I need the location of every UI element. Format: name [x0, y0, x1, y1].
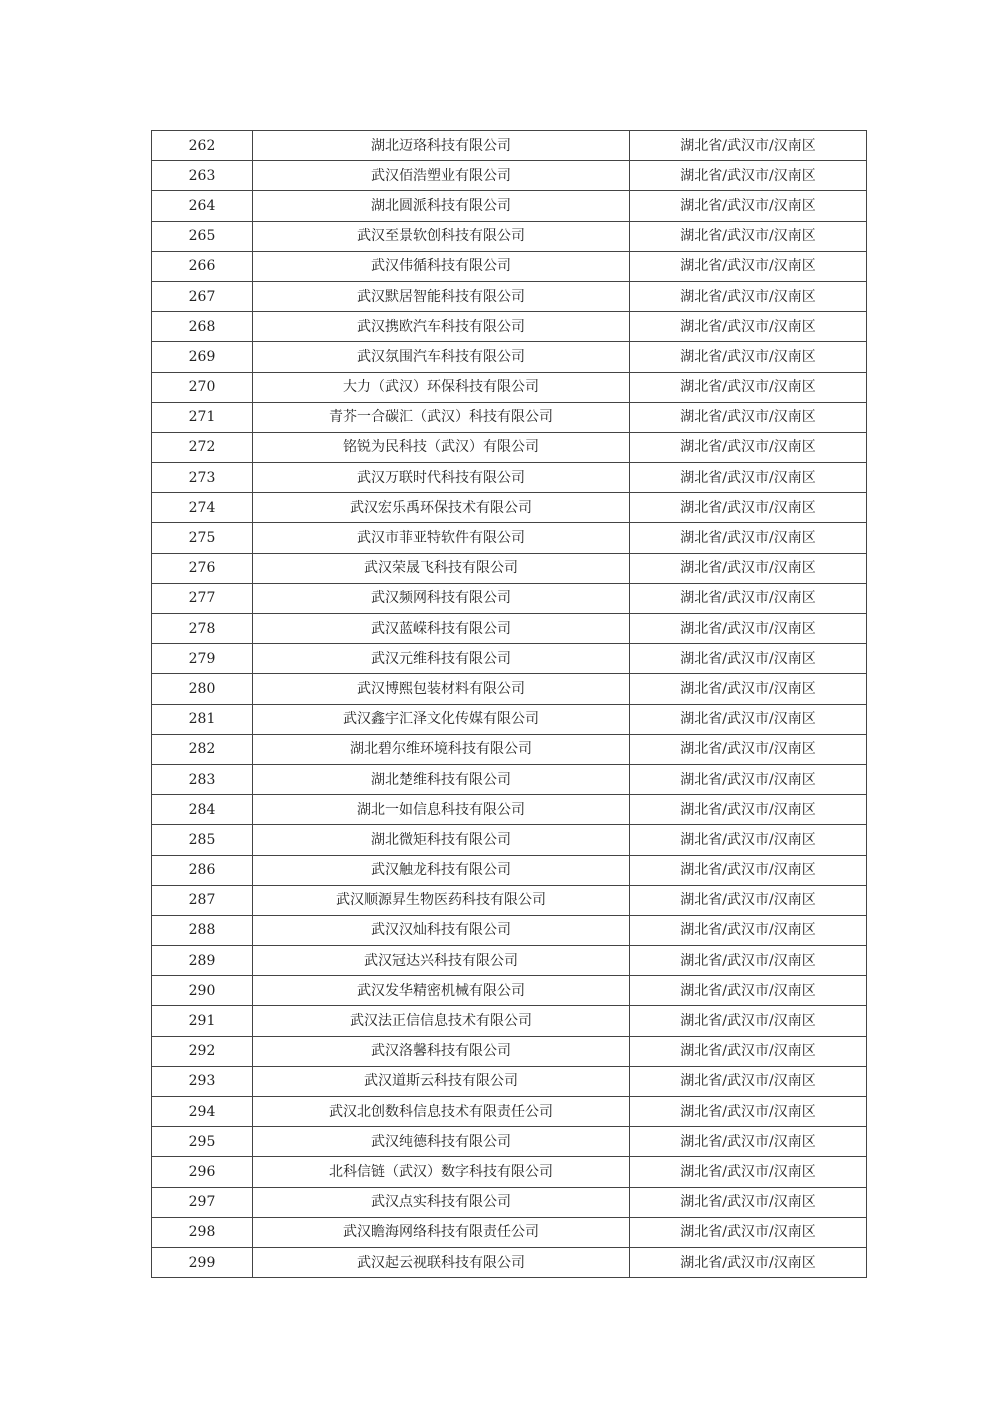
company-name-cell: 北科信链（武汉）数字科技有限公司: [253, 1157, 630, 1187]
region-cell: 湖北省/武汉市/汉南区: [630, 372, 867, 402]
row-number-cell: 274: [152, 493, 253, 523]
company-name-cell: 大力（武汉）环保科技有限公司: [253, 372, 630, 402]
row-number-cell: 264: [152, 191, 253, 221]
company-list-table: [151, 130, 867, 1278]
table-row: [152, 312, 867, 342]
row-number-cell: 294: [152, 1097, 253, 1127]
table-row: [152, 1097, 867, 1127]
table-row: [152, 493, 867, 523]
region-cell: 湖北省/武汉市/汉南区: [630, 976, 867, 1006]
region-cell: 湖北省/武汉市/汉南区: [630, 825, 867, 855]
table-row: [152, 1187, 867, 1217]
company-name-cell: 武汉法正信信息技术有限公司: [253, 1006, 630, 1036]
row-number-cell: 285: [152, 825, 253, 855]
table-row: [152, 402, 867, 432]
company-name-cell: 武汉瞻海网络科技有限责任公司: [253, 1217, 630, 1247]
company-name-cell: 湖北碧尔维环境科技有限公司: [253, 734, 630, 764]
row-number-cell: 262: [152, 131, 253, 161]
row-number-cell: 265: [152, 221, 253, 251]
row-number-cell: 299: [152, 1247, 253, 1277]
table-body: [152, 131, 867, 1278]
company-name-cell: 武汉点实科技有限公司: [253, 1187, 630, 1217]
region-cell: 湖北省/武汉市/汉南区: [630, 946, 867, 976]
row-number-cell: 272: [152, 432, 253, 462]
table-row: [152, 614, 867, 644]
table-row: [152, 855, 867, 885]
company-name-cell: 武汉触龙科技有限公司: [253, 855, 630, 885]
row-number-cell: 271: [152, 402, 253, 432]
table-row: [152, 734, 867, 764]
region-cell: 湖北省/武汉市/汉南区: [630, 1187, 867, 1217]
table-row: [152, 825, 867, 855]
table-row: [152, 583, 867, 613]
region-cell: 湖北省/武汉市/汉南区: [630, 131, 867, 161]
table-row: [152, 553, 867, 583]
table-row: [152, 644, 867, 674]
table-row: [152, 946, 867, 976]
table-row: [152, 674, 867, 704]
row-number-cell: 292: [152, 1036, 253, 1066]
region-cell: 湖北省/武汉市/汉南区: [630, 1127, 867, 1157]
row-number-cell: 278: [152, 614, 253, 644]
row-number-cell: 296: [152, 1157, 253, 1187]
row-number-cell: 281: [152, 704, 253, 734]
table-row: [152, 976, 867, 1006]
row-number-cell: 275: [152, 523, 253, 553]
row-number-cell: 295: [152, 1127, 253, 1157]
table-row: [152, 1217, 867, 1247]
row-number-cell: 284: [152, 795, 253, 825]
row-number-cell: 267: [152, 281, 253, 311]
company-name-cell: 湖北楚维科技有限公司: [253, 764, 630, 794]
region-cell: 湖北省/武汉市/汉南区: [630, 734, 867, 764]
row-number-cell: 263: [152, 161, 253, 191]
region-cell: 湖北省/武汉市/汉南区: [630, 704, 867, 734]
company-name-cell: 武汉宏乐禹环保技术有限公司: [253, 493, 630, 523]
table-row: [152, 161, 867, 191]
company-name-cell: 武汉起云视联科技有限公司: [253, 1247, 630, 1277]
row-number-cell: 283: [152, 764, 253, 794]
row-number-cell: 279: [152, 644, 253, 674]
company-name-cell: 武汉道斯云科技有限公司: [253, 1066, 630, 1096]
region-cell: 湖北省/武汉市/汉南区: [630, 644, 867, 674]
region-cell: 湖北省/武汉市/汉南区: [630, 161, 867, 191]
table-row: [152, 463, 867, 493]
company-name-cell: 武汉纯德科技有限公司: [253, 1127, 630, 1157]
company-name-cell: 武汉携欧汽车科技有限公司: [253, 312, 630, 342]
table-row: [152, 281, 867, 311]
row-number-cell: 289: [152, 946, 253, 976]
row-number-cell: 273: [152, 463, 253, 493]
table-row: [152, 1036, 867, 1066]
region-cell: 湖北省/武汉市/汉南区: [630, 885, 867, 915]
region-cell: 湖北省/武汉市/汉南区: [630, 342, 867, 372]
table-row: [152, 432, 867, 462]
company-name-cell: 武汉伟循科技有限公司: [253, 251, 630, 281]
region-cell: 湖北省/武汉市/汉南区: [630, 855, 867, 885]
table-row: [152, 795, 867, 825]
table-row: [152, 915, 867, 945]
region-cell: 湖北省/武汉市/汉南区: [630, 553, 867, 583]
region-cell: 湖北省/武汉市/汉南区: [630, 915, 867, 945]
row-number-cell: 287: [152, 885, 253, 915]
table-row: [152, 885, 867, 915]
region-cell: 湖北省/武汉市/汉南区: [630, 1157, 867, 1187]
region-cell: 湖北省/武汉市/汉南区: [630, 463, 867, 493]
company-name-cell: 青芥一合碳汇（武汉）科技有限公司: [253, 402, 630, 432]
table-row: [152, 764, 867, 794]
region-cell: 湖北省/武汉市/汉南区: [630, 1066, 867, 1096]
company-name-cell: 武汉冠达兴科技有限公司: [253, 946, 630, 976]
table-row: [152, 1006, 867, 1036]
row-number-cell: 266: [152, 251, 253, 281]
company-name-cell: 武汉洛馨科技有限公司: [253, 1036, 630, 1066]
company-name-cell: 武汉蓝嵘科技有限公司: [253, 614, 630, 644]
row-number-cell: 269: [152, 342, 253, 372]
region-cell: 湖北省/武汉市/汉南区: [630, 191, 867, 221]
row-number-cell: 293: [152, 1066, 253, 1096]
region-cell: 湖北省/武汉市/汉南区: [630, 251, 867, 281]
region-cell: 湖北省/武汉市/汉南区: [630, 1036, 867, 1066]
table-row: [152, 523, 867, 553]
row-number-cell: 276: [152, 553, 253, 583]
row-number-cell: 290: [152, 976, 253, 1006]
company-name-cell: 铭锐为民科技（武汉）有限公司: [253, 432, 630, 462]
company-name-cell: 湖北一如信息科技有限公司: [253, 795, 630, 825]
company-name-cell: 武汉鑫宇汇泽文化传媒有限公司: [253, 704, 630, 734]
region-cell: 湖北省/武汉市/汉南区: [630, 583, 867, 613]
region-cell: 湖北省/武汉市/汉南区: [630, 281, 867, 311]
company-name-cell: 武汉至景软创科技有限公司: [253, 221, 630, 251]
row-number-cell: 286: [152, 855, 253, 885]
region-cell: 湖北省/武汉市/汉南区: [630, 402, 867, 432]
table-row: [152, 1066, 867, 1096]
row-number-cell: 291: [152, 1006, 253, 1036]
company-name-cell: 武汉汉灿科技有限公司: [253, 915, 630, 945]
company-name-cell: 武汉博熙包装材料有限公司: [253, 674, 630, 704]
table-row: [152, 1127, 867, 1157]
region-cell: 湖北省/武汉市/汉南区: [630, 221, 867, 251]
company-name-cell: 武汉北创数科信息技术有限责任公司: [253, 1097, 630, 1127]
region-cell: 湖北省/武汉市/汉南区: [630, 1097, 867, 1127]
region-cell: 湖北省/武汉市/汉南区: [630, 493, 867, 523]
company-name-cell: 武汉顺源昇生物医药科技有限公司: [253, 885, 630, 915]
region-cell: 湖北省/武汉市/汉南区: [630, 1006, 867, 1036]
region-cell: 湖北省/武汉市/汉南区: [630, 614, 867, 644]
company-name-cell: 武汉频网科技有限公司: [253, 583, 630, 613]
company-name-cell: 武汉默居智能科技有限公司: [253, 281, 630, 311]
table-row: [152, 704, 867, 734]
company-name-cell: 武汉佰浩塑业有限公司: [253, 161, 630, 191]
table-row: [152, 372, 867, 402]
table-row: [152, 251, 867, 281]
region-cell: 湖北省/武汉市/汉南区: [630, 523, 867, 553]
company-name-cell: 武汉氛围汽车科技有限公司: [253, 342, 630, 372]
row-number-cell: 298: [152, 1217, 253, 1247]
table-row: [152, 221, 867, 251]
row-number-cell: 268: [152, 312, 253, 342]
row-number-cell: 277: [152, 583, 253, 613]
company-name-cell: 武汉荣晟飞科技有限公司: [253, 553, 630, 583]
row-number-cell: 282: [152, 734, 253, 764]
table-row: [152, 1247, 867, 1277]
table-row: [152, 131, 867, 161]
table-row: [152, 1157, 867, 1187]
company-name-cell: 武汉元维科技有限公司: [253, 644, 630, 674]
company-name-cell: 武汉市菲亚特软件有限公司: [253, 523, 630, 553]
region-cell: 湖北省/武汉市/汉南区: [630, 1217, 867, 1247]
region-cell: 湖北省/武汉市/汉南区: [630, 1247, 867, 1277]
row-number-cell: 270: [152, 372, 253, 402]
table-row: [152, 191, 867, 221]
region-cell: 湖北省/武汉市/汉南区: [630, 312, 867, 342]
company-name-cell: 湖北圆派科技有限公司: [253, 191, 630, 221]
region-cell: 湖北省/武汉市/汉南区: [630, 674, 867, 704]
row-number-cell: 297: [152, 1187, 253, 1217]
table-row: [152, 342, 867, 372]
region-cell: 湖北省/武汉市/汉南区: [630, 432, 867, 462]
company-name-cell: 武汉发华精密机械有限公司: [253, 976, 630, 1006]
company-name-cell: 武汉万联时代科技有限公司: [253, 463, 630, 493]
region-cell: 湖北省/武汉市/汉南区: [630, 795, 867, 825]
company-name-cell: 湖北微矩科技有限公司: [253, 825, 630, 855]
row-number-cell: 288: [152, 915, 253, 945]
region-cell: 湖北省/武汉市/汉南区: [630, 764, 867, 794]
row-number-cell: 280: [152, 674, 253, 704]
company-name-cell: 湖北迈珞科技有限公司: [253, 131, 630, 161]
